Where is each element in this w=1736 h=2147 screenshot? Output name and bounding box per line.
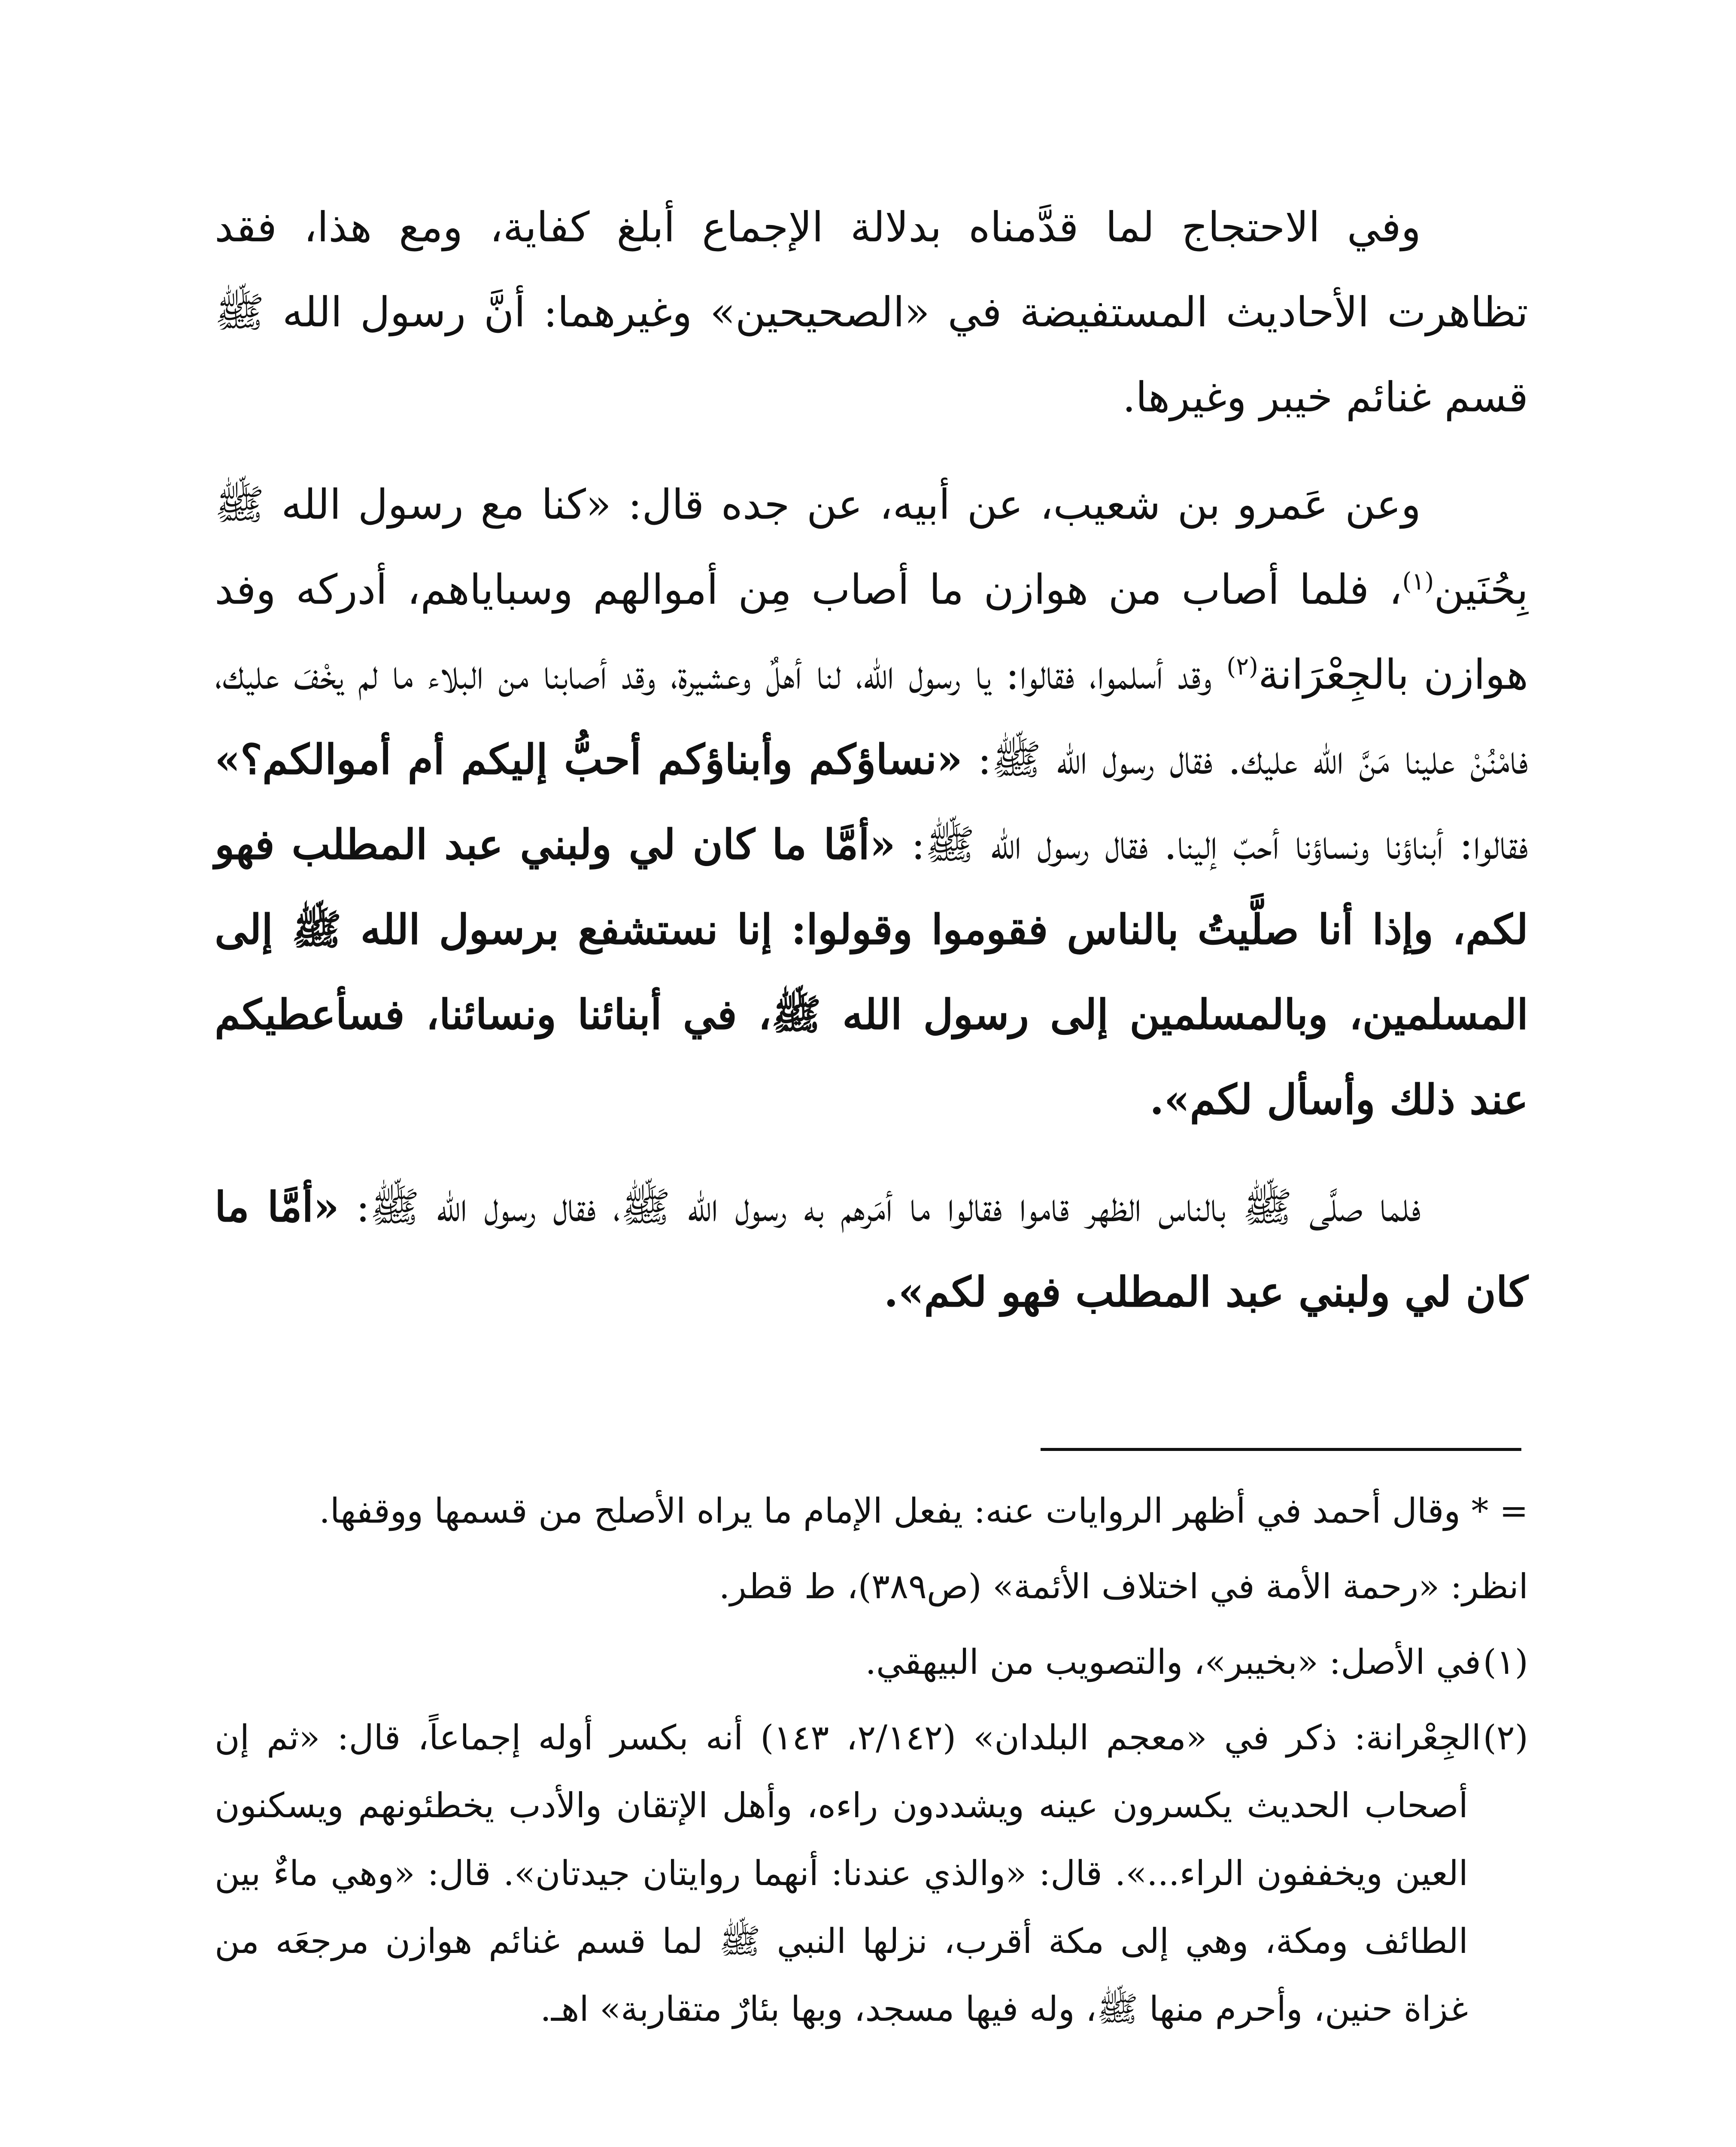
footnote-1 [215, 1628, 1528, 1696]
footnote-ref-2[interactable]: (٢) [1226, 653, 1259, 681]
footnote-text: الجِعْرانة: ذكر في «معجم البلدان» (٢/١٤٢، ١٤٣) أنه بكسر أوله إجماعاً، قال: «ثم إن أصحاب الحديث يكسرون عينه ويشددون راءه، وأهل الإتقان والأدب يخطئونهم ويسكنون العين ويخففون الراء...». قال: «والذي عندنا: أنهما روايتان جيدتان». قال: «وهي ماءٌ بين الطائف ومكة، وهي إلى مكة أقرب، نزلها النبي ﷺ لما قسم غنائم هوازن مرجعَه من غزاة حنين، وأحرم منها ﷺ، وله فيها مسجد، وبها بئارٌ متقاربة» اهـ. [215, 1718, 1481, 2029]
footnote-reference: انظر: «رحمة الأمة في اختلاف الأئمة» (ص٣٨٩)، ط قطر. [719, 1566, 1528, 1606]
paragraph-3 [215, 1165, 1528, 1335]
footnote-2 [215, 1704, 1528, 2043]
hadith-quote: «نساؤكم وأبناؤكم أحبُّ إليكم أم أموالكم؟» [215, 735, 963, 784]
paragraph-3-segment: فلما صلَّى ﷺ بالناس الظهر قاموا فقالوا ما أمَرهم به رسول الله ﷺ، فقال رسول الله ﷺ: [339, 1183, 1421, 1231]
hadith-quote: «أمَّا ما كان لي ولبني عبد المطلب فهو لكم». [215, 1183, 1528, 1316]
footnote-ref-1[interactable]: (١) [1402, 568, 1434, 596]
footnote-separator [1041, 1448, 1521, 1451]
footnote-text: في الأصل: «بخيبر»، والتصويب من البيهقي. [865, 1642, 1481, 1682]
main-text [215, 185, 1528, 1357]
paragraph-1: وفي الاحتجاج لما قدَّمناه بدلالة الإجماع أبلغ كفاية، ومع هذا، فقد تظاهرت الأحاديث المستفيضة في «الصحيحين» وغيرهما: أنَّ رسول الله ﷺ قسم غنائم خيبر وغيرها. [215, 203, 1528, 421]
paragraph-2-segment: فقالوا: أبناؤنا ونساؤنا أحبّ إلينا. فقال رسول الله ﷺ: [895, 821, 1529, 869]
paragraph-2 [215, 462, 1528, 1142]
footnotes [215, 1477, 1528, 2051]
paragraph-2-segment: وقد أسلموا، فقالوا: يا رسول الله، لنا أهلٌ وعشيرة، وقد أصابنا من البلاء ما لم يخْفَ عليك، فامْنُنْ علينا مَنَّ الله عليك. فقال رسول الله ﷺ: [215, 651, 1529, 784]
hadith-quote: «أمَّا ما كان لي ولبني عبد المطلب فهو لكم، وإذا أنا صلَّيتُ بالناس فقوموا وقولوا: إنا نستشفع برسول الله ﷺ إلى المسلمين، وبالمسلمين إلى رسول الله ﷺ، في أبنائنا ونسائنا، فسأعطيكم عند ذلك وأسأل لكم». [215, 820, 1528, 1124]
footnote-number: (١) [1483, 1642, 1528, 1682]
paragraph-2-segment: ، فلما أصاب من هوازن ما أصاب مِن أموالهم وسباياهم، أدركه وفد هوازن بالجِعْرَانة [215, 566, 1529, 699]
paragraph-2-segment: وعن عَمرو بن شعيب، عن أبيه، عن جده قال: «كنا مع رسول الله ﷺ بِحُنَين [215, 480, 1528, 614]
footnote-continuation: = * وقال أحمد في أظهر الروايات عنه: يفعل الإمام ما يراه الأصلح من قسمها ووقفها. [319, 1491, 1528, 1531]
footnote-number: (٢) [1483, 1718, 1528, 1758]
